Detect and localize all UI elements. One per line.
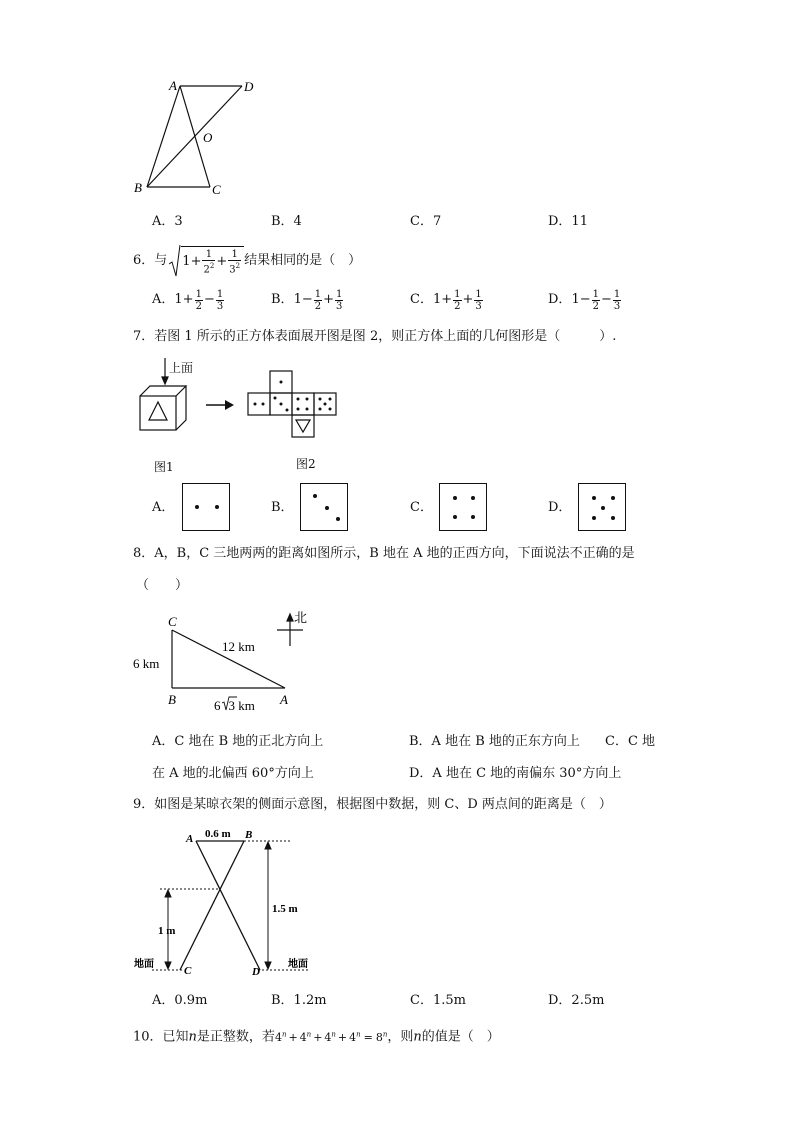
operator: − — [301, 292, 313, 307]
operator: − — [203, 292, 215, 307]
q7-option-a-letter[interactable]: A． — [152, 500, 175, 515]
frac-third — [613, 289, 621, 312]
leg-bc — [180, 841, 244, 970]
option-head: 1 — [293, 292, 302, 307]
q10-tail2: 的值是（ ） — [421, 1029, 500, 1045]
q7-option-b-letter[interactable]: B． — [271, 500, 294, 515]
label-b: B — [245, 829, 253, 841]
q5-figure — [130, 76, 270, 201]
net-dot — [319, 408, 322, 411]
net-dot — [329, 398, 332, 401]
denominator: 2 — [454, 300, 461, 312]
q8-option-c-part1[interactable]: C．C 地 — [605, 734, 656, 749]
q7-option-a-box[interactable] — [182, 483, 230, 531]
q6-number: 6． — [133, 253, 155, 268]
q8-option-b[interactable]: B．A 地在 B 地的正东方向上 — [409, 734, 580, 749]
numerator: 1 — [314, 288, 322, 300]
q5-option-a[interactable]: A．3 — [152, 214, 183, 229]
length-1m: 1 m — [158, 925, 176, 937]
q6-frac-half-sq — [202, 249, 215, 275]
numerator: 1 — [195, 288, 202, 300]
q8-triangle-figure — [130, 606, 330, 716]
label-d: D — [244, 79, 254, 94]
operator: − — [601, 292, 612, 307]
numerator: 1 — [336, 288, 343, 300]
option-head: 1 — [571, 292, 580, 307]
net-face-bottom — [292, 415, 314, 437]
q6-suffix: 结果相同的是（ ） — [244, 253, 362, 268]
numerator: 1 — [475, 288, 482, 300]
denominator: 3 — [216, 300, 224, 312]
net-dot — [280, 403, 283, 406]
net-dot — [329, 408, 332, 411]
q6-option-c[interactable] — [410, 284, 484, 316]
top-arrow-head — [162, 377, 168, 384]
denominator — [228, 261, 241, 275]
q8-stem-line1: 8．A，B，C 三地两两的距离如图所示，B 地在 A 地的正西方向，下面说法不正确的是 — [133, 546, 635, 561]
length-ba-coef: 6 — [214, 698, 221, 713]
q6-stem — [133, 243, 361, 279]
plus: + — [288, 1030, 298, 1044]
dim-arrow — [265, 962, 271, 969]
label-d: D — [252, 966, 260, 978]
fig2-caption: 图2 — [296, 457, 316, 471]
net-face-right1 — [292, 393, 314, 415]
die-dot — [471, 496, 475, 500]
plus: + — [337, 1030, 348, 1044]
length-ba — [214, 698, 255, 713]
length-bc: 6 km — [133, 656, 160, 671]
denominator: 3 — [336, 300, 343, 312]
frac-half — [314, 289, 322, 312]
denominator: 2 — [314, 300, 322, 312]
denominator: 2 — [592, 300, 599, 312]
net-face-left — [248, 393, 270, 415]
label-c: C — [168, 614, 177, 629]
die-dot — [453, 515, 457, 519]
net-dot — [297, 398, 300, 401]
q10-equation — [275, 1031, 387, 1044]
numerator: 1 — [216, 288, 224, 300]
operator: + — [462, 292, 474, 307]
rhs-base: 8 — [375, 1030, 383, 1044]
base: 4 — [349, 1030, 357, 1044]
die-dot — [453, 496, 457, 500]
q7-option-c-letter[interactable]: C． — [410, 500, 433, 515]
net-dot — [319, 398, 322, 401]
net-dot — [254, 403, 257, 406]
exponent: n — [331, 1030, 336, 1038]
die-dot — [611, 496, 615, 500]
net-dot — [286, 409, 289, 412]
q5-option-d[interactable]: D．11 — [548, 214, 588, 229]
exponent: 2 — [209, 261, 215, 270]
option-letter: C． — [410, 292, 433, 307]
north-label: 北 — [294, 610, 308, 625]
option-head: 1 — [432, 292, 442, 307]
die-dot — [592, 516, 596, 520]
top-face-label: 上面 — [169, 361, 194, 375]
plus-sign: + — [190, 253, 202, 269]
net-dot — [306, 408, 309, 411]
numerator: 1 — [613, 288, 621, 300]
sqrt-radical — [169, 244, 181, 278]
net-dot — [262, 403, 265, 406]
q9-option-a[interactable]: A．0.9m — [152, 993, 208, 1008]
q6-option-b[interactable] — [271, 284, 344, 316]
ground-label-left: 地面 — [134, 959, 154, 970]
q9-option-c[interactable]: C．1.5m — [410, 993, 466, 1008]
frac-third — [335, 289, 343, 312]
length-ba-root: 3 — [228, 698, 235, 713]
cube-side-face — [176, 386, 186, 430]
frac-half — [453, 289, 461, 312]
dim-arrow — [165, 962, 171, 969]
operator: − — [579, 292, 591, 307]
operator: + — [441, 292, 453, 307]
q9-rack-figure — [130, 822, 330, 982]
q5-option-c[interactable]: C．7 — [410, 214, 442, 229]
operator: + — [323, 292, 335, 307]
dim-arrow — [165, 890, 171, 897]
q6-frac-third-sq — [228, 249, 241, 275]
length-ca: 12 km — [222, 639, 255, 654]
segment-bd — [147, 86, 242, 187]
q7-option-d-box[interactable] — [578, 483, 626, 531]
frac-half — [195, 289, 203, 312]
option-letter: B． — [271, 292, 294, 307]
q10-prefix: 10．已知 — [133, 1029, 189, 1045]
numerator: 1 — [592, 288, 599, 300]
base: 4 — [324, 1030, 332, 1044]
die-dot — [215, 505, 219, 509]
frac-third — [474, 289, 482, 312]
segment-ab — [147, 86, 180, 187]
q8-option-d[interactable]: D．A 地在 C 地的南偏东 30°方向上 — [409, 766, 622, 781]
equals: = — [363, 1030, 373, 1044]
exponent: n — [356, 1030, 361, 1038]
label-b: B — [134, 180, 142, 195]
die-dot — [592, 496, 596, 500]
dim-arrow — [265, 842, 271, 849]
q8-stem-line2: （ ） — [136, 578, 189, 593]
q9-option-b[interactable]: B．1.2m — [271, 993, 327, 1008]
plus: + — [313, 1030, 323, 1044]
q10-mid: 是正整数，若 — [196, 1029, 275, 1045]
label-a: A — [186, 833, 194, 845]
q10-stem — [133, 1025, 500, 1047]
net-dot — [280, 381, 283, 384]
frac-third — [216, 289, 224, 312]
leg-ad — [196, 841, 260, 970]
q10-tail1: ，则 — [387, 1029, 414, 1045]
option-head: 1 — [174, 292, 183, 307]
q6-radicand-one: 1 — [182, 253, 191, 269]
denominator: 3 — [475, 300, 482, 312]
cube-top-face — [140, 386, 186, 396]
base: 4 — [274, 1030, 282, 1044]
var-n: n — [413, 1029, 422, 1045]
q7-cube-net-figure — [244, 368, 342, 444]
q8-option-a[interactable]: A．C 地在 B 地的正北方向上 — [152, 734, 324, 749]
label-c: C — [184, 965, 192, 977]
label-o: O — [203, 130, 213, 145]
denominator-base: 3 — [229, 264, 236, 276]
ground-label-right: 地面 — [288, 959, 308, 970]
die-dot — [601, 506, 605, 510]
q9-option-d[interactable]: D．2.5m — [548, 993, 605, 1008]
q6-prefix: 与 — [154, 253, 168, 268]
frac-half — [592, 289, 600, 312]
denominator-base: 2 — [203, 264, 210, 276]
denominator — [202, 261, 215, 275]
length-ab: 0.6 m — [205, 828, 231, 840]
q7-option-d-letter[interactable]: D． — [548, 500, 572, 515]
label-a: A — [169, 78, 177, 93]
q5-option-b[interactable]: B．4 — [271, 214, 302, 229]
die-dot — [336, 517, 340, 521]
numerator: 1 — [202, 249, 215, 261]
numerator: 1 — [454, 288, 461, 300]
var-n: n — [188, 1029, 197, 1045]
exponent: 2 — [235, 261, 241, 270]
q6-option-a[interactable] — [152, 284, 225, 316]
label-c: C — [212, 182, 221, 197]
q7-stem: 7．若图 1 所示的正方体表面展开图是图 2，则正方体上面的几何图形是（ ）. — [133, 329, 617, 344]
length-1-5m: 1.5 m — [272, 903, 298, 915]
length-ba-unit: km — [235, 698, 255, 713]
q7-option-c-box[interactable] — [439, 483, 487, 531]
die-dot — [611, 516, 615, 520]
plus-sign: + — [216, 253, 228, 269]
operator: + — [182, 292, 194, 307]
q7-option-b-box[interactable] — [300, 483, 348, 531]
die-dot — [471, 515, 475, 519]
triangle-shape — [149, 402, 167, 420]
die-dot — [195, 505, 199, 509]
option-letter: A． — [152, 292, 175, 307]
exponent: n — [306, 1030, 312, 1038]
denominator: 3 — [613, 300, 621, 312]
die-dot — [325, 506, 329, 510]
q8-option-c-part2[interactable]: 在 A 地的北偏西 60°方向上 — [152, 766, 314, 781]
arrow-right-icon — [205, 399, 235, 411]
option-letter: D． — [548, 292, 572, 307]
q6-radicand — [181, 246, 244, 275]
label-a: A — [280, 692, 288, 707]
denominator: 2 — [195, 300, 202, 312]
die-dot — [313, 494, 317, 498]
base: 4 — [299, 1030, 307, 1044]
net-dot — [297, 408, 300, 411]
exponent: n — [281, 1030, 287, 1038]
net-dot — [274, 397, 277, 400]
net-dot — [324, 403, 327, 406]
fig1-caption: 图1 — [154, 460, 174, 474]
inverted-triangle-shape — [296, 420, 310, 432]
north-arrow-head — [287, 614, 293, 621]
q6-option-d[interactable] — [548, 284, 622, 316]
numerator: 1 — [228, 249, 241, 261]
net-dot — [306, 398, 309, 401]
q9-stem: 9．如图是某晾衣架的侧面示意图，根据图中数据，则 C、D 两点间的距离是（ ） — [133, 797, 612, 812]
q7-cube-figure — [135, 352, 205, 434]
exponent: n — [382, 1030, 388, 1038]
label-b: B — [168, 692, 176, 707]
